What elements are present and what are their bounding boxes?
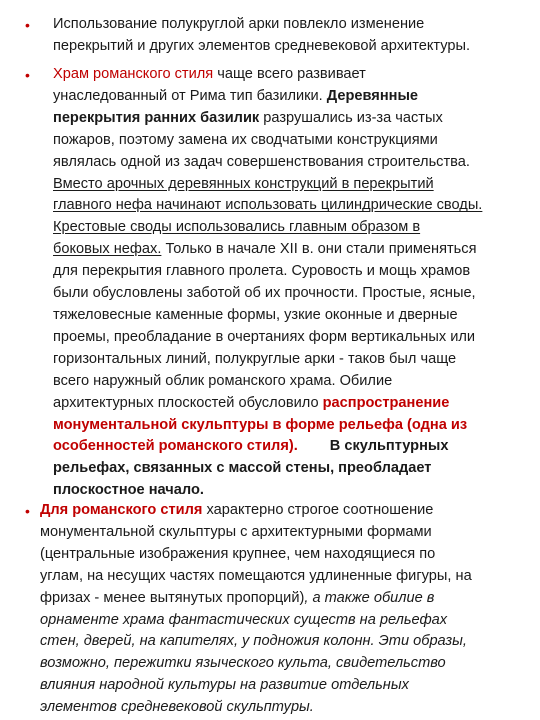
- bold-run: Деревянные: [326, 87, 419, 104]
- red-term: Храм романского стиля: [53, 66, 214, 82]
- text-line: [40, 500, 535, 522]
- red-bold-run: особенностей романского стиля).: [53, 438, 298, 455]
- text-line: горизонтальных линий, полукруглые арки - таков был чаще: [53, 350, 457, 367]
- bold-line: рельефах, связанных с массой стены, преобладает: [53, 460, 432, 477]
- text-line: [53, 86, 535, 108]
- text-line: углам, на несущих частях помещаются удлиненные фигуры, на: [40, 567, 472, 584]
- bold-run: В скульптурных: [329, 438, 449, 455]
- text-line: монументальной скульптуры с архитектурными формами: [40, 523, 432, 540]
- bold-run: перекрытия ранних базилик: [53, 109, 260, 126]
- text-line: всего наружный облик романского храма. Обилие: [53, 372, 393, 389]
- underlined-run: боковых нефах.: [53, 241, 162, 258]
- bullet-3: •: [25, 503, 30, 519]
- red-bold-run: распространение: [322, 394, 450, 411]
- text-line: (центральные изображения крупнее, чем находящиеся по: [40, 545, 436, 562]
- text-line: проемы, преобладание в очертаниях форм вертикальных или: [53, 328, 476, 345]
- text-line: [40, 588, 535, 610]
- text-line: Использование полукруглой арки повлекло изменение: [53, 16, 425, 32]
- text-line: [53, 108, 535, 130]
- bullet-1: •: [25, 17, 30, 33]
- text-line: [53, 239, 535, 261]
- italic-line: элементов средневековой скульптуры.: [40, 699, 314, 716]
- text-line: [53, 436, 535, 458]
- text-line: были обусловлены заботой об их прочности. Простые, ясные,: [53, 285, 476, 302]
- text-run: характерно строгое соотношение: [202, 502, 434, 518]
- text-line: [53, 64, 535, 86]
- text-line: [53, 393, 535, 415]
- text-run: архитектурных плоскостей обусловило: [53, 394, 323, 411]
- text-line: перекрытий и других элементов средневековой архитектуры.: [53, 37, 471, 54]
- red-bold-line: монументальной скульптуры в форме рельефа (одна из: [53, 416, 468, 433]
- bold-line: плоскостное начало.: [53, 482, 204, 499]
- italic-line: возможно, пережитки языческого культа, свидетельство: [40, 655, 446, 672]
- text-run: унаследованный от Рима тип базилики.: [53, 87, 327, 104]
- text-run: фризах - менее вытянутых пропорций): [40, 589, 305, 606]
- paragraph-romanesque-temple: [53, 64, 535, 502]
- underlined-line: Вместо арочных деревянных конструкций в перекрытий: [53, 175, 434, 192]
- paragraph-romanesque-sculpture: [40, 500, 535, 719]
- paragraph-arch-usage: [53, 14, 533, 58]
- text-line: тяжеловесные каменные формы, узкие оконные и дверные: [53, 306, 458, 323]
- italic-run: , а также обилие в: [304, 589, 435, 606]
- underlined-line: Крестовые своды использовались главным образом в: [53, 219, 421, 236]
- text-line: для перекрытия главного пролета. Суровость и мощь храмов: [53, 263, 471, 280]
- text-run: чаще всего развивает: [213, 66, 366, 82]
- text-run: Только в начале XII в. они стали применяться: [161, 241, 477, 258]
- red-bold-run: Для романского стиля: [40, 502, 203, 518]
- italic-line: стен, дверей, на капителях, у подножия колонн. Эти образы,: [40, 633, 467, 650]
- italic-line: влияния народной культуры на развитие отдельных: [40, 677, 409, 694]
- text-line: пожаров, поэтому замена их сводчатыми конструкциями: [53, 131, 438, 148]
- italic-line: орнаменте храма фантастических существ на рельефах: [40, 611, 448, 628]
- text-run: разрушались из-за частых: [259, 109, 443, 126]
- text-line: являлась одной из задач совершенствования строительства.: [53, 153, 470, 170]
- underlined-line: главного нефа начинают использовать цилиндрические своды.: [53, 197, 483, 214]
- bullet-2: •: [25, 67, 30, 83]
